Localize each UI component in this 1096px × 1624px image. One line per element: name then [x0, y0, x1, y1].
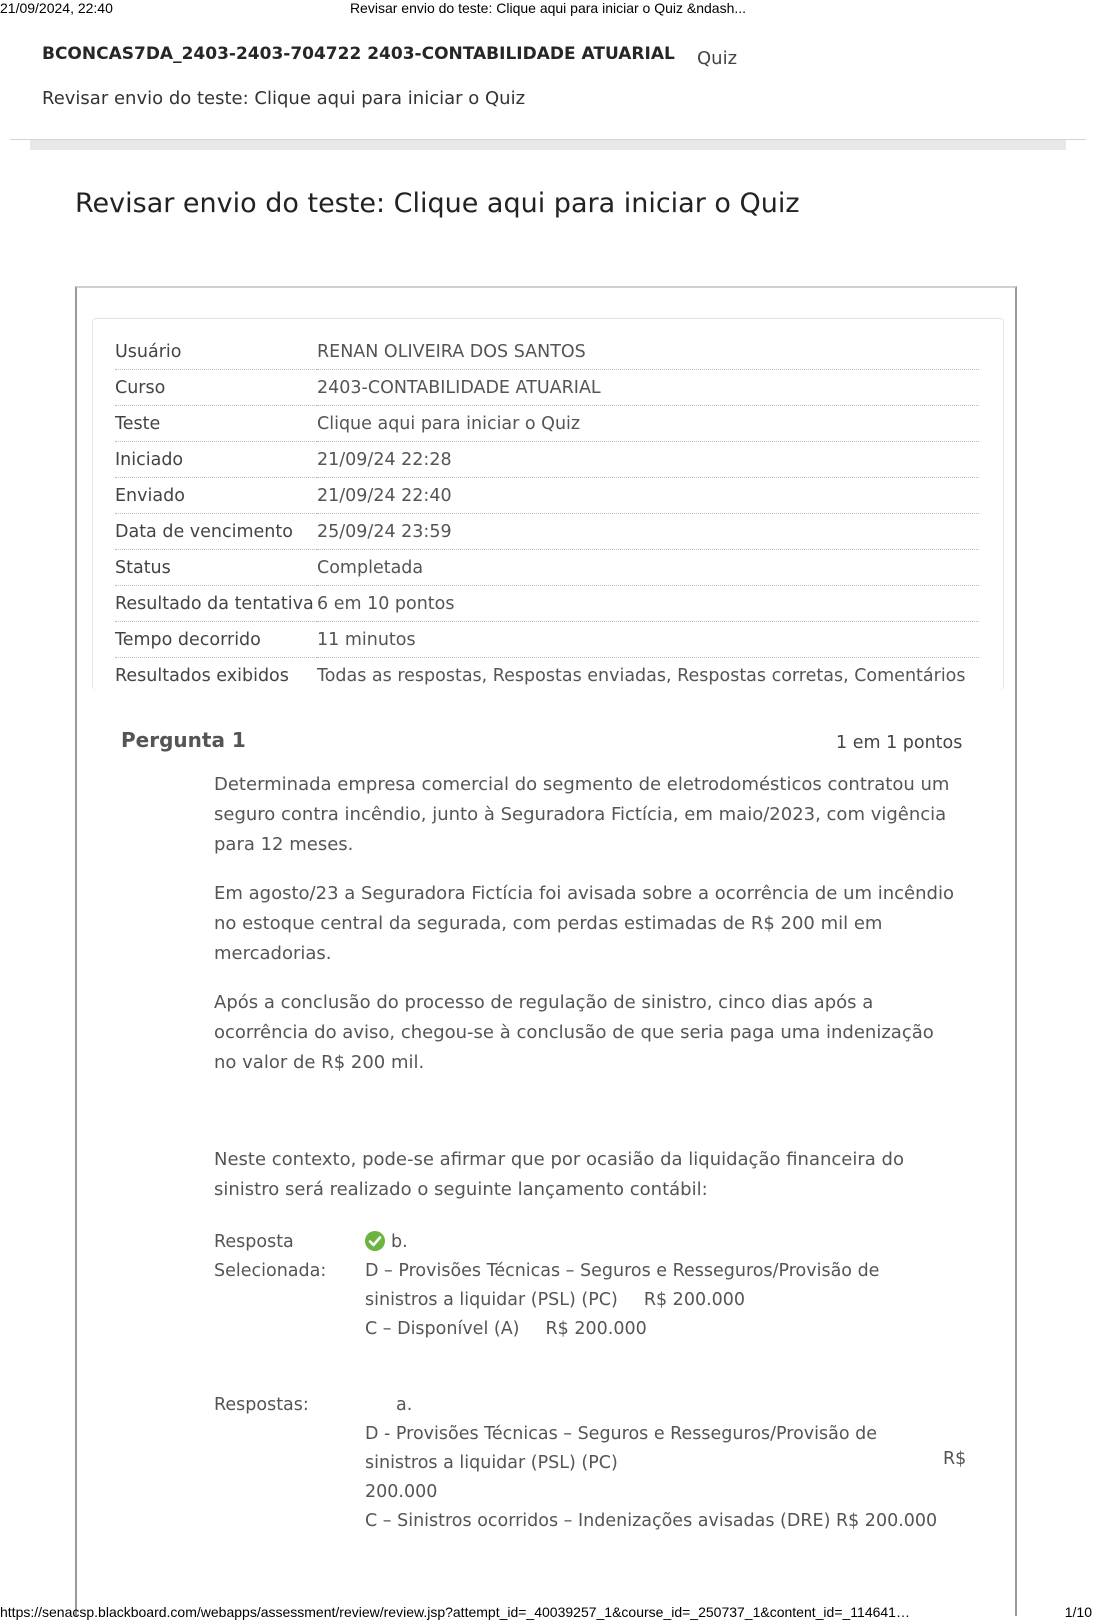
question-line: seguro contra incêndio, junto à Seguradora Fictícia, em maio/2023, com vigência	[214, 804, 947, 825]
answer-currency: R$	[943, 1449, 967, 1469]
question-line: no valor de R$ 200 mil.	[214, 1052, 425, 1073]
selected-answer-label-line: Selecionada:	[214, 1261, 327, 1281]
course-name[interactable]: BCONCAS7DA_2403-2403-704722 2403-CONTABILIDADE ATUARIAL	[42, 44, 675, 64]
details-value: 21/09/24 22:40	[317, 478, 979, 514]
details-label: Tempo decorrido	[115, 622, 317, 658]
details-row	[115, 622, 979, 658]
header-shadow	[30, 140, 1066, 150]
answer-option-a	[365, 1391, 937, 1536]
question-paragraph	[214, 988, 974, 1078]
details-label: Teste	[115, 406, 317, 442]
details-value: Todas as respostas, Respostas enviadas, Respostas corretas, Comentários	[317, 665, 966, 686]
details-label: Curso	[115, 370, 317, 406]
details-row	[115, 514, 979, 550]
selected-answer-label-line: Resposta	[214, 1232, 294, 1252]
details-value: Completada	[317, 550, 979, 586]
details-value: 2403-CONTABILIDADE ATUARIAL	[317, 370, 979, 406]
question-line: Neste contexto, pode-se afirmar que por ocasião da liquidação financeira do	[214, 1149, 904, 1170]
details-row	[115, 478, 979, 514]
question-title: Pergunta 1	[121, 728, 246, 752]
question-line: ocorrência do aviso, chegou-se à conclusão de que seria paga uma indenização	[214, 1022, 934, 1043]
details-label: Usuário	[115, 334, 317, 370]
details-label: Enviado	[115, 478, 317, 514]
print-title: Revisar envio do teste: Clique aqui para iniciar o Quiz &ndash...	[349, 0, 747, 16]
details-value: 11 minutos	[317, 622, 979, 658]
selected-answer-label	[214, 1228, 326, 1286]
answer-line: sinistros a liquidar (PSL) (PC)	[365, 1453, 618, 1473]
details-row	[115, 334, 979, 370]
question-line: Em agosto/23 a Seguradora Fictícia foi avisada sobre a ocorrência de um incêndio	[214, 883, 954, 904]
print-page-number: 1/10	[1064, 1604, 1092, 1620]
details-label: Status	[115, 550, 317, 586]
print-date: 21/09/2024, 22:40	[0, 0, 113, 16]
selected-answer-amount: R$ 200.000	[643, 1290, 746, 1310]
selected-answer-line: D – Provisões Técnicas – Seguros e Resseguros/Provisão de	[365, 1261, 880, 1281]
question-line: Após a conclusão do processo de regulação de sinistro, cinco dias após a	[214, 992, 874, 1013]
details-value: 21/09/24 22:28	[317, 442, 979, 478]
page-title: Revisar envio do teste: Clique aqui para iniciar o Quiz	[75, 188, 800, 219]
details-label: Data de vencimento	[115, 514, 317, 550]
selected-answer-letter: b.	[391, 1232, 408, 1252]
details-row	[115, 406, 979, 442]
details-row	[115, 370, 979, 406]
selected-answer-amount: R$ 200.000	[545, 1319, 647, 1339]
print-header	[0, 0, 1096, 22]
question-line: Determinada empresa comercial do segmento de eletrodomésticos contratou um	[214, 774, 950, 795]
details-label: Resultados exibidos	[115, 665, 289, 686]
answer-line: C – Sinistros ocorridos – Indenizações avisadas (DRE) R$ 200.000	[365, 1511, 938, 1531]
details-value: Clique aqui para iniciar o Quiz	[317, 406, 979, 442]
print-footer	[0, 1604, 1096, 1624]
attempt-details-table	[115, 334, 979, 693]
question-points: 1 em 1 pontos	[836, 733, 963, 753]
answer-line: 200.000	[365, 1482, 438, 1502]
details-value: 25/09/24 23:59	[317, 514, 979, 550]
details-row	[115, 442, 979, 478]
answer-letter: a.	[396, 1395, 413, 1415]
answer-line: D - Provisões Técnicas – Seguros e Resseguros/Provisão de	[365, 1424, 878, 1444]
selected-answer-line: sinistros a liquidar (PSL) (PC)	[365, 1290, 618, 1310]
details-value: RENAN OLIVEIRA DOS SANTOS	[317, 334, 979, 370]
question-line: no estoque central da segurada, com perdas estimadas de R$ 200 mil em	[214, 913, 883, 934]
details-row	[115, 586, 979, 622]
answers-label: Respostas:	[214, 1395, 309, 1415]
selected-answer-line: C – Disponível (A)	[365, 1319, 520, 1339]
question-paragraph	[214, 1145, 974, 1205]
section-name[interactable]: Quiz	[697, 48, 738, 69]
selected-answer	[365, 1228, 879, 1344]
question-line: sinistro será realizado o seguinte lançamento contábil:	[214, 1179, 708, 1200]
question-paragraph	[214, 770, 974, 860]
question-line: para 12 meses.	[214, 834, 354, 855]
breadcrumb: Revisar envio do teste: Clique aqui para iniciar o Quiz	[42, 88, 526, 109]
question-line: mercadorias.	[214, 943, 332, 964]
question-paragraph	[214, 879, 974, 969]
print-url: https://senacsp.blackboard.com/webapps/assessment/review/review.jsp?attempt_id=_40039257_1&course_id=_250737_1&content_id=_114641…	[0, 1604, 910, 1620]
details-label: Resultado da tentativa	[115, 586, 317, 622]
details-row	[115, 550, 979, 586]
details-value: 6 em 10 pontos	[317, 586, 979, 622]
correct-check-icon	[365, 1231, 385, 1251]
details-row	[115, 658, 979, 694]
details-label: Iniciado	[115, 442, 317, 478]
